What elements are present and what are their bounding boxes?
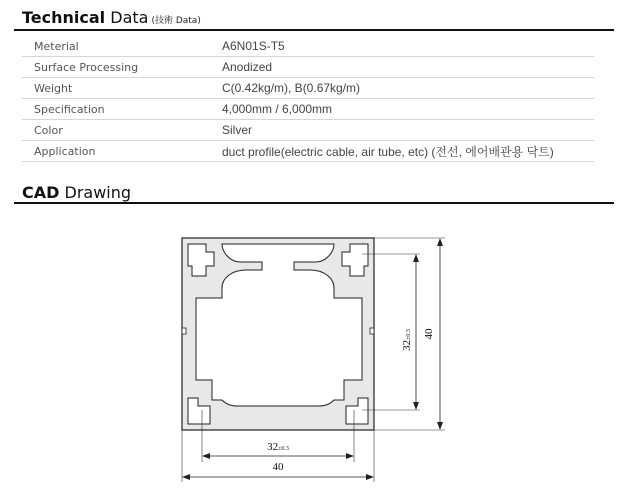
spec-label: Specification [22,99,222,120]
cad-title-rest: Drawing [59,183,132,202]
notch-right [370,328,374,334]
spec-value: duct profile(electric cable, air tube, etc) (전선, 에어배관용 닥트) [222,141,594,162]
cad-title-bold: CAD [22,183,60,202]
technical-title-bold: Technical [22,8,106,27]
spec-label: Color [22,120,222,141]
notch-left [182,328,186,334]
dim-inner-h-value: 32 [267,441,279,453]
spec-label: Application [22,141,222,162]
technical-title-sub: (技術 Data) [151,16,201,26]
spec-label: Surface Processing [22,57,222,78]
spec-value: 4,000mm / 6,000mm [222,99,594,120]
dim-inner-v-value: 32 [401,339,413,351]
dim-outer-h-label: 40 [272,461,284,473]
technical-title-rest: Data [105,8,149,27]
spec-value: Silver [222,120,594,141]
spec-label: Meterial [22,36,222,57]
spec-value: A6N01S-T5 [222,36,594,57]
dim-inner-h-label [267,441,289,453]
dim-inner-h-tol: ±0.3 [278,446,289,452]
spec-value: Anodized [222,57,594,78]
spec-value: C(0.42kg/m), B(0.67kg/m) [222,78,594,99]
dim-inner-v-tol: ±0.3 [406,329,412,340]
spec-label: Weight [22,78,222,99]
dim-outer-v-label: 40 [423,328,435,340]
dim-inner-v-label [401,329,413,351]
